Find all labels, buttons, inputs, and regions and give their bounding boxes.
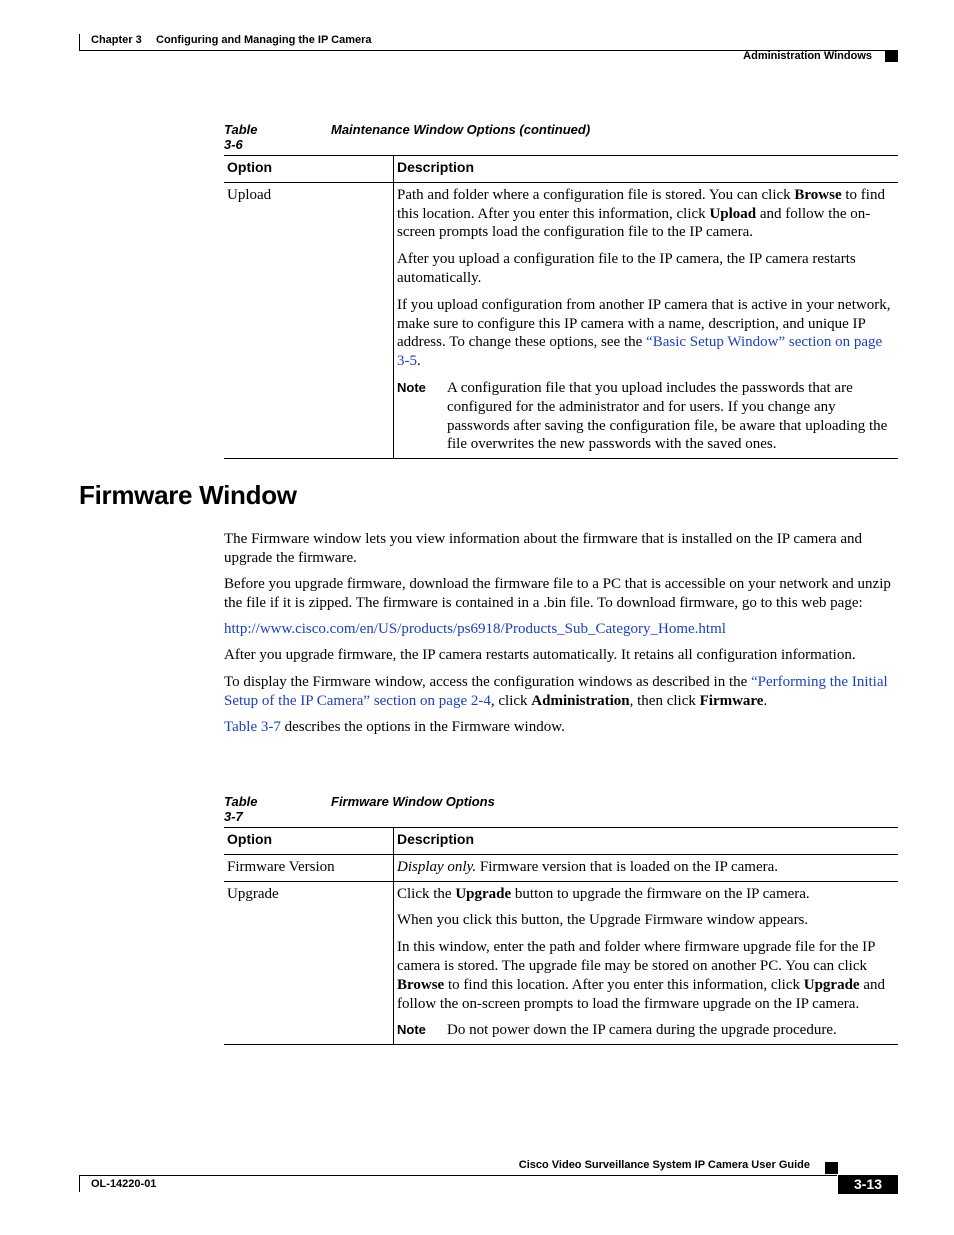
table-3-7-title: Firmware Window Options <box>331 794 495 809</box>
body-paragraph: Before you upgrade firmware, download the firmware file to a PC that is accessible on your network and unzip the file if it is zipped. The firmware is contained in a .bin file. To download firmware, go to this web page: <box>224 576 891 611</box>
option-firmware-version: Firmware Version <box>224 854 394 881</box>
text-run: . <box>763 692 768 709</box>
header-section: Administration Windows <box>743 50 872 62</box>
text-run: To display the Firmware window, access the configuration windows as described in the <box>224 673 752 690</box>
firmware-download-link[interactable]: http://www.cisco.com/en/US/products/ps6918/Products_Sub_Category_Home.html <box>224 621 726 638</box>
option-upload-description <box>394 182 899 458</box>
section-body <box>224 530 896 744</box>
text-run: , then click <box>629 692 700 709</box>
column-header-option: Option <box>224 156 394 183</box>
description-paragraph: After you upload a configuration file to the IP camera, the IP camera restarts automatically. <box>397 251 856 286</box>
body-paragraph <box>224 718 896 737</box>
header-rule-vertical <box>79 34 80 51</box>
footer-rule <box>79 1175 837 1176</box>
footer-guide-title: Cisco Video Surveillance System IP Camera User Guide <box>518 1159 810 1171</box>
bold-term-upload: Upload <box>709 205 757 222</box>
table-3-6 <box>224 155 898 459</box>
text-run: In this window, enter the path and folder where firmware upgrade file for the IP camera is stored. The upgrade file may be stored on another PC. You can click <box>397 939 875 974</box>
table-3-6-title: Maintenance Window Options (continued) <box>331 122 591 137</box>
footer-marker <box>825 1162 838 1174</box>
table-3-7 <box>224 827 898 1045</box>
option-upgrade-description <box>394 881 899 1045</box>
text-run: to find this location. After you enter this information, click <box>397 186 885 222</box>
note-label: Note <box>397 379 426 395</box>
table-row <box>224 182 898 458</box>
body-paragraph: After you upgrade firmware, the IP camera restarts automatically. It retains all configuration information. <box>224 647 856 664</box>
text-run: Click the <box>397 885 456 902</box>
header-chapter: Chapter 3 <box>91 34 142 46</box>
text-run: , click <box>490 692 532 709</box>
column-header-description: Description <box>394 156 899 183</box>
bold-term-upgrade: Upgrade <box>803 976 860 993</box>
table-header-row <box>224 156 898 183</box>
display-only-label: Display only. <box>397 858 477 875</box>
column-header-description: Description <box>394 828 899 855</box>
initial-setup-link[interactable]: “Performing the Initial Setup of the IP Camera” section on page 2-4 <box>224 673 888 709</box>
description-paragraph <box>397 296 895 371</box>
description-paragraph <box>397 938 895 1013</box>
text-run: describes the options in the Firmware window. <box>280 718 565 735</box>
table-row <box>224 881 898 1045</box>
note-label: Note <box>397 1022 426 1038</box>
table-3-6-number: Table 3-6 <box>224 122 258 152</box>
bold-term-firmware: Firmware <box>699 692 764 709</box>
table-header-row <box>224 828 898 855</box>
bold-term-administration: Administration <box>531 692 630 709</box>
body-paragraph <box>224 620 896 639</box>
table-3-7-number: Table 3-7 <box>224 794 258 824</box>
footer-rule-vertical <box>79 1175 80 1192</box>
table-row <box>224 854 898 881</box>
text-run: Firmware version that is loaded on the IP camera. <box>476 858 779 875</box>
text-run: If you upload configuration from another IP camera that is active in your network, make sure to configure this IP camera with a name, description, and unique IP address. To change these options, see the <box>397 296 891 351</box>
text-run: to find this location. After you enter this information, click <box>444 976 804 993</box>
note <box>397 1021 895 1040</box>
text-run: . <box>417 353 421 370</box>
option-upgrade: Upgrade <box>224 881 394 1045</box>
bold-term-browse: Browse <box>397 976 445 993</box>
note-text: A configuration file that you upload includes the passwords that are configured for the administrator and for users. If you change any passwords after saving the configuration file, be aware that uploading the file overwrites the new passwords with the saved ones. <box>447 379 888 453</box>
option-upload: Upload <box>224 182 394 458</box>
description-paragraph <box>397 186 895 242</box>
description-paragraph <box>397 885 895 904</box>
bold-term-browse: Browse <box>794 186 842 203</box>
column-header-option: Option <box>224 828 394 855</box>
body-paragraph: The Firmware window lets you view information about the firmware that is installed on the IP camera and upgrade the firmware. <box>224 531 863 566</box>
note-text: Do not power down the IP camera during the upgrade procedure. <box>447 1022 837 1039</box>
text-run: and follow the on-screen prompts load the configuration file to the IP camera. <box>397 205 871 241</box>
basic-setup-window-link[interactable]: “Basic Setup Window” section on page 3-5 <box>397 334 883 370</box>
text-run: and follow the on-screen prompts to load the firmware upgrade on the IP camera. <box>397 976 886 1012</box>
footer-doc-number: OL-14220-01 <box>91 1178 157 1190</box>
option-firmware-version-description <box>394 854 899 881</box>
text-run: Path and folder where a configuration file is stored. You can click <box>397 186 795 203</box>
description-paragraph: When you click this button, the Upgrade Firmware window appears. <box>397 912 809 929</box>
table-3-7-link[interactable]: Table 3-7 <box>224 718 281 735</box>
body-paragraph <box>224 673 896 711</box>
section-heading: Firmware Window <box>79 480 297 510</box>
header-chapter-title: Configuring and Managing the IP Camera <box>156 34 372 46</box>
header-marker <box>885 50 898 62</box>
page-number: 3-13 <box>838 1175 898 1194</box>
bold-term-upgrade: Upgrade <box>455 885 512 902</box>
note <box>397 379 895 454</box>
text-run: button to upgrade the firmware on the IP camera. <box>511 885 810 902</box>
